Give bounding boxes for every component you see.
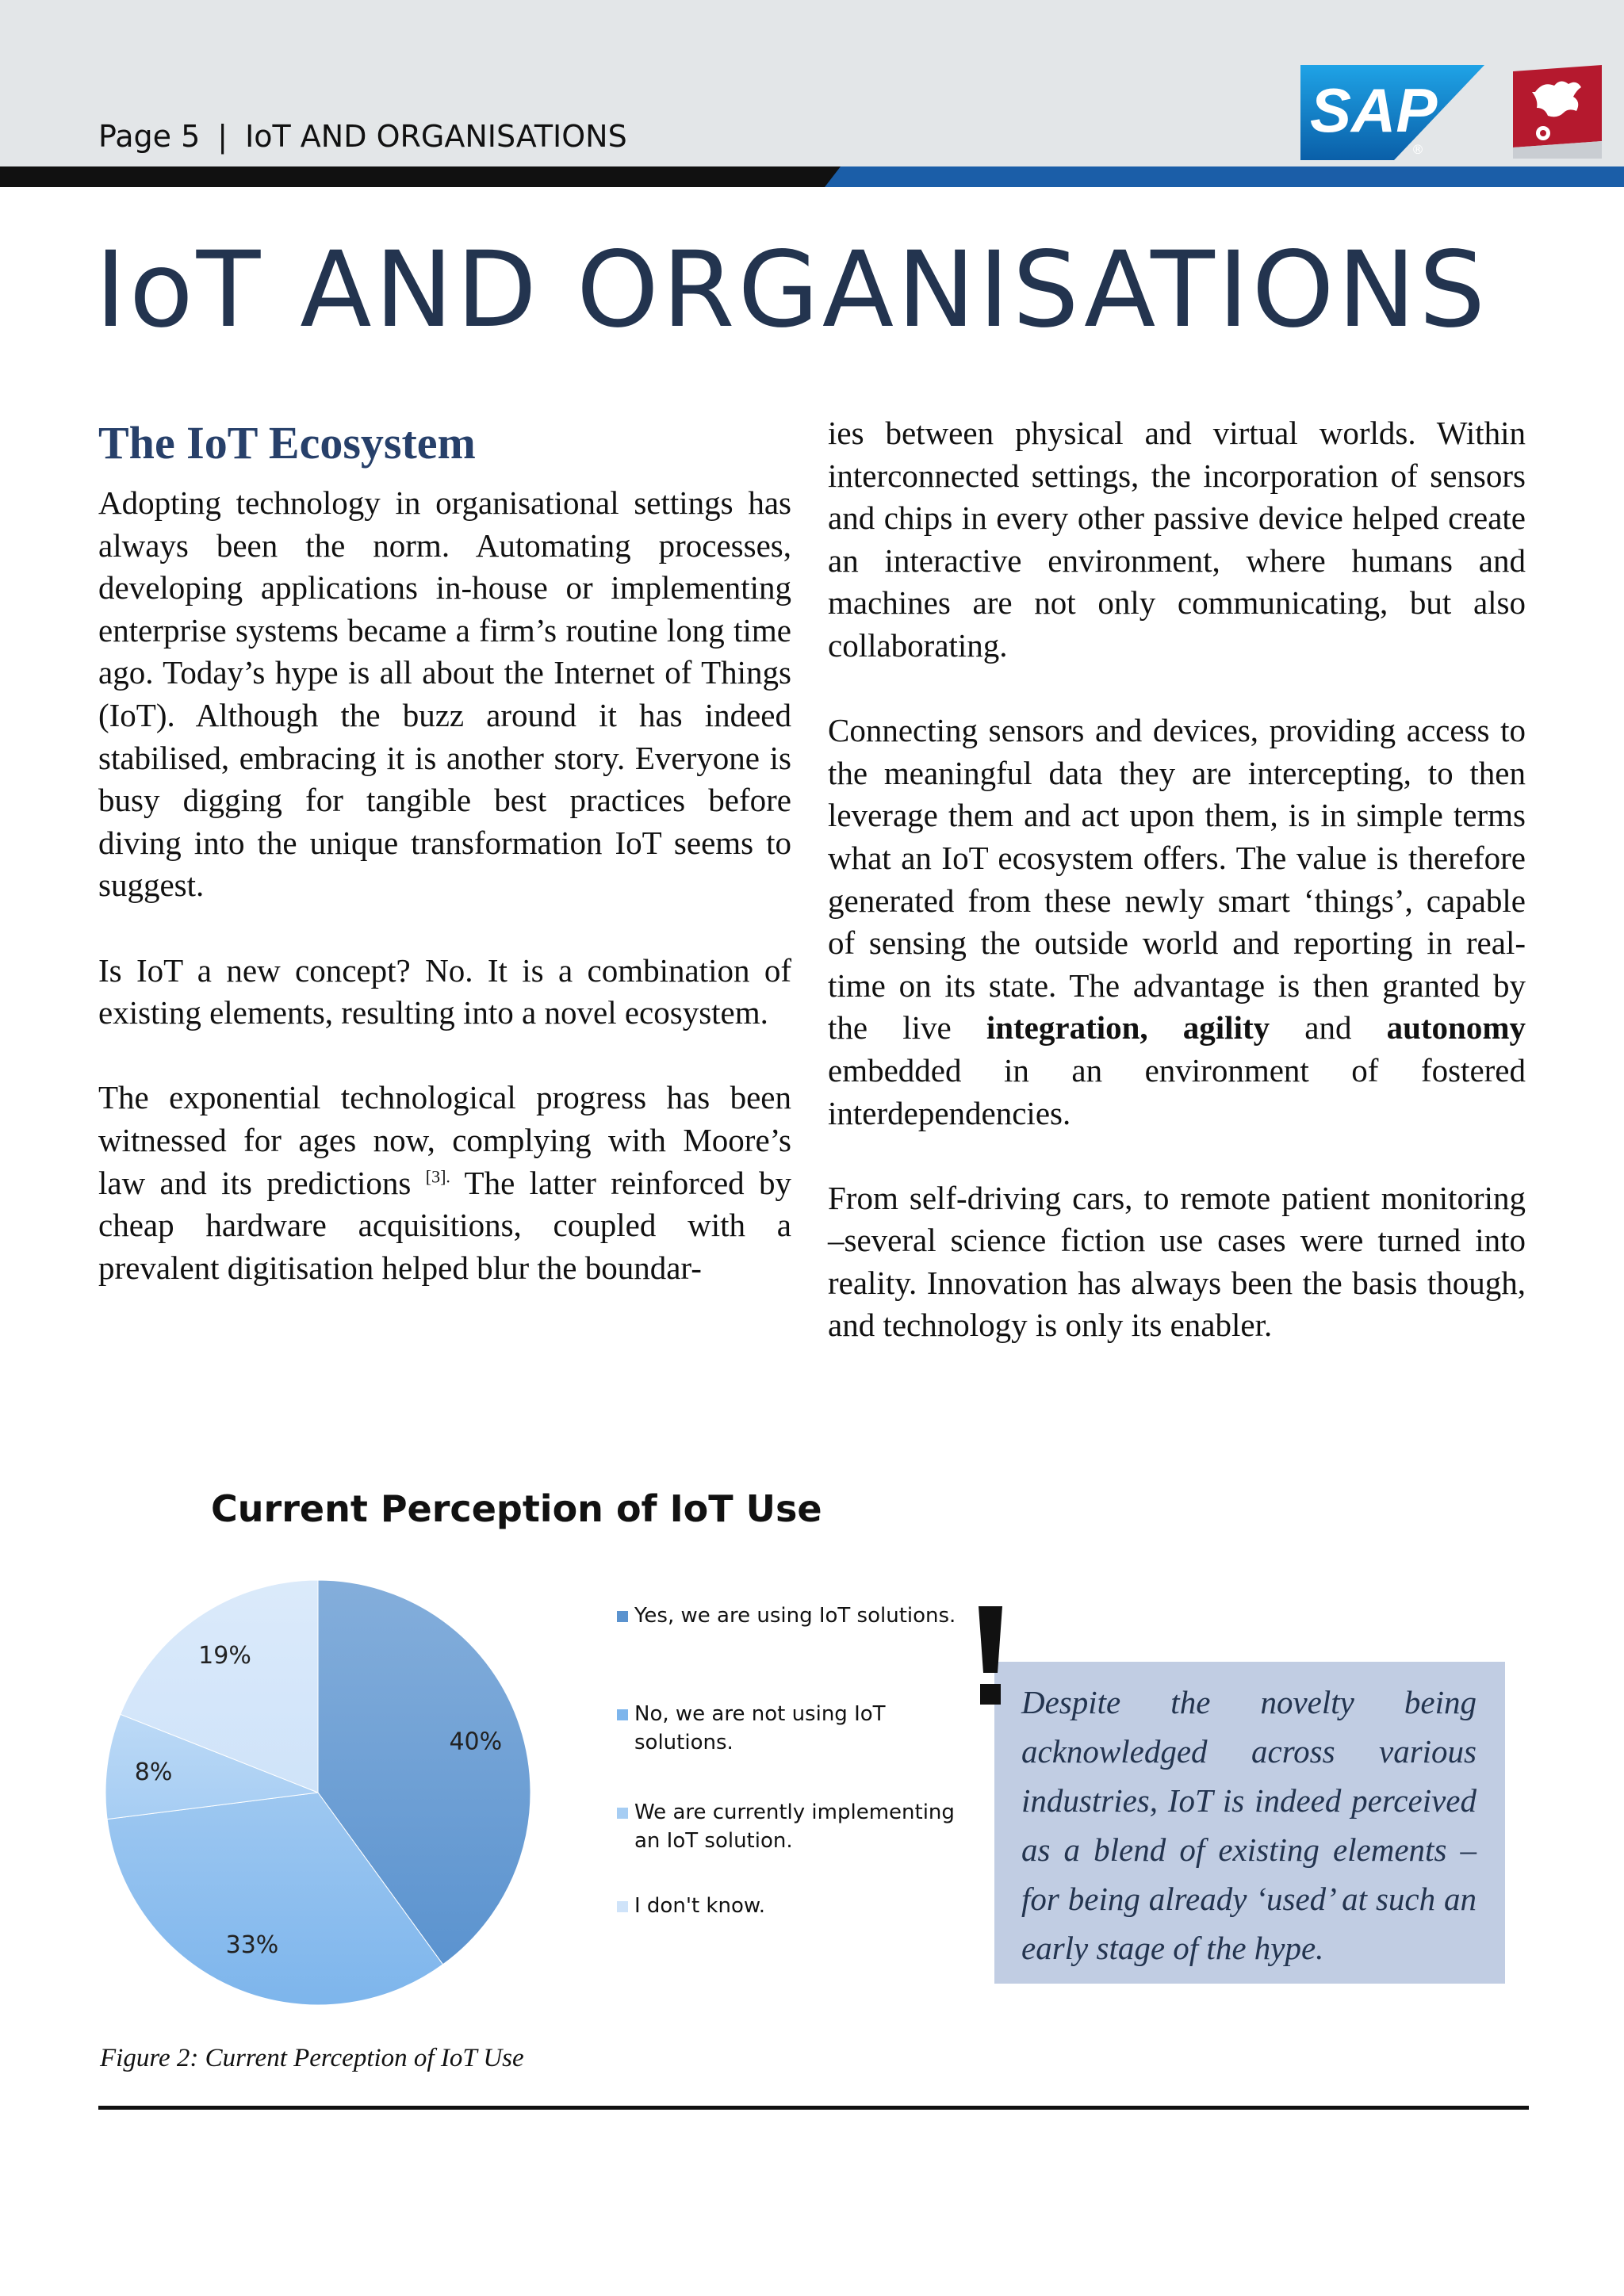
legend-label: I don't know.: [634, 1894, 766, 1918]
legend-swatch: [617, 1611, 628, 1622]
page-number: Page 5: [98, 119, 201, 154]
paragraph-text-start: Connecting sensors and devices, providing access to the meaningful data they are intercepting, to then leverage them and act upon them, is in simple terms what an IoT ecosystem offers. The value is therefore generated from these newly smart ‘things’, capable of sensing the outside world and reporting in real-time on its state. The advantage is then granted by the live: [828, 712, 1526, 1047]
pie-data-label: 19%: [198, 1642, 251, 1670]
legend-swatch: [617, 1709, 628, 1720]
legend-label: We are currently implementing an IoT solution.: [634, 1800, 955, 1853]
legend-swatch: [617, 1808, 628, 1819]
sap-logo-text: SAP: [1310, 75, 1438, 145]
bottom-rule: [98, 2106, 1529, 2110]
exclamation-icon: [977, 1606, 1004, 1705]
sap-registered-mark: ®: [1411, 142, 1424, 157]
header-section-name: IoT AND ORGANISATIONS: [245, 119, 627, 154]
paragraph-self-driving: From self-driving cars, to remote patient monitoring –several science fiction use cases were turned into reality. Innovation has always been the basis though, and technology is only its enabler.: [828, 1179, 1526, 1344]
paragraph-technological-progress: [98, 1077, 791, 1289]
pie-data-label: 33%: [225, 1931, 279, 1959]
paragraph-text-end: The latter reinforced by cheap hardware acquisitions, coupled with a prevalent digitisation helped blur the boundar-: [98, 1164, 792, 1286]
emphasis-autonomy: autonomy: [1386, 1009, 1526, 1047]
legend-label: Yes, we are using IoT solutions.: [634, 1604, 956, 1628]
chart-title: Current Perception of IoT Use: [211, 1487, 822, 1530]
paragraph-text-mid: and: [1270, 1009, 1387, 1047]
callout-quote: Despite the novelty being acknowledged across various industries, IoT is indeed perceived as a blend of existing elements –for being already ‘used’ at such an early stage of the hype.: [1021, 1684, 1477, 1966]
left-text-column: [98, 412, 791, 1289]
legend-label: No, we are not using IoT solutions.: [634, 1702, 886, 1755]
legend-item: [617, 1798, 967, 1855]
paragraph-text-end: embedded in an environment of fostered interdependencies.: [828, 1051, 1526, 1131]
paragraph-text-start: The exponential technological progress has been witnessed for ages now, complying with Moore’s law and its predictions: [98, 1079, 791, 1201]
university-crest-icon: [1513, 65, 1602, 159]
paragraph-boundaries: ies between physical and virtual worlds. Within interconnected settings, the incorporation of sensors and chips in every other passive device helped create an interactive environment, where humans and machines are not only communicating, but also collaborating.: [828, 415, 1526, 664]
page-header-label: [98, 119, 627, 154]
pie-data-label: 40%: [449, 1728, 503, 1756]
legend-item: [617, 1700, 967, 1757]
paragraph-connecting-sensors: [828, 710, 1526, 1135]
figure-caption: Figure 2: Current Perception of IoT Use: [100, 2044, 524, 2072]
page-title: IoT AND ORGANISATIONS: [95, 229, 1489, 351]
paragraph-adopting-technology: Adopting technology in organisational settings has always been the norm. Automating processes, developing applications in-house or implementing enterprise systems became a firm’s routine long time ago. Today’s hype is all about the Internet of Things (IoT). Although the buzz around it has indeed stabilised, embracing it is another story. Everyone is busy digging for tangible best practices before diving into the unique transformation IoT seems to suggest.: [98, 484, 791, 904]
right-text-column: [828, 412, 1526, 1347]
header-rule-blue: [825, 166, 1624, 187]
section-heading: The IoT Ecosystem: [98, 417, 476, 469]
legend-swatch: [617, 1901, 628, 1912]
legend-item: [617, 1601, 967, 1630]
header-rule-black: [0, 166, 841, 187]
legend-item: [617, 1892, 967, 1920]
emphasis-integration-agility: integration, agility: [986, 1009, 1270, 1047]
header-separator: |: [217, 119, 228, 154]
citation-reference: [3].: [425, 1165, 450, 1186]
pie-chart: [100, 1575, 536, 2011]
paragraph-new-concept: Is IoT a new concept? No. It is a combination of existing elements, resulting into a novel ecosystem.: [98, 951, 791, 1031]
sap-logo: [1300, 65, 1484, 160]
pie-data-label: 8%: [134, 1758, 173, 1786]
